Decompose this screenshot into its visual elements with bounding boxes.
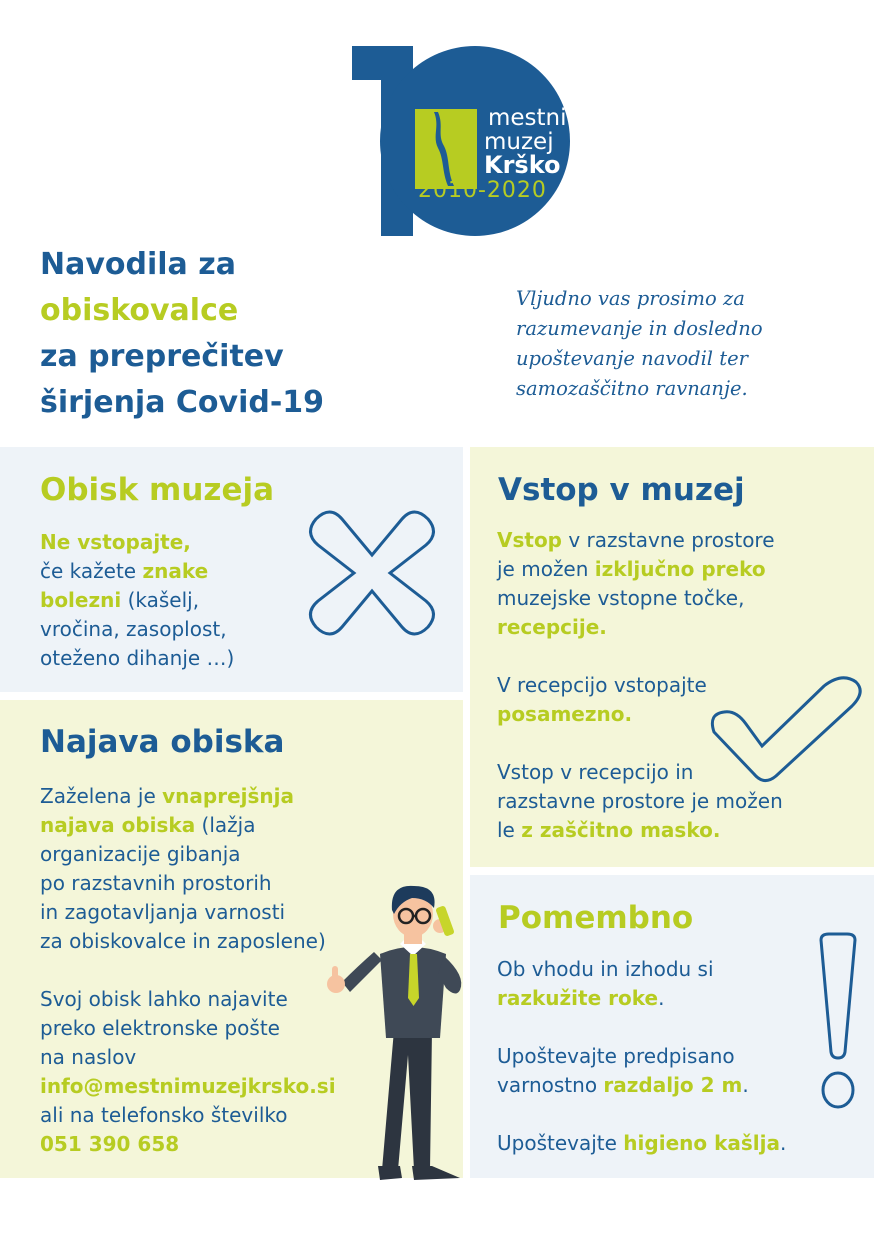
text-run: . xyxy=(779,1131,787,1155)
text-run: v razstavne prostore xyxy=(562,528,775,552)
text-run: . xyxy=(742,1073,749,1097)
text-run: (lažja xyxy=(195,813,256,837)
text-run: razdaljo 2 m xyxy=(603,1073,743,1097)
spacer xyxy=(497,642,857,671)
najava-line: ali na telefonsko številko xyxy=(40,1103,288,1127)
vstop-line: Vstop v recepcijo in xyxy=(497,760,694,784)
text-run: razkužite roke xyxy=(497,986,659,1010)
exclamation-icon xyxy=(815,930,861,1116)
text-run: je možen xyxy=(497,557,595,581)
intro-text xyxy=(516,284,846,404)
spacer xyxy=(497,1013,817,1042)
pomembno-line: Upoštevajte predpisano xyxy=(497,1044,735,1068)
text-run: varnostno xyxy=(497,1073,604,1097)
text-run: Vstop xyxy=(497,528,562,552)
obisk-line: vročina, zasoplost, xyxy=(40,617,227,641)
najava-line: organizacije gibanja xyxy=(40,842,241,866)
obisk-line: oteženo dihanje …) xyxy=(40,646,235,670)
text-run: če kažete xyxy=(40,559,143,583)
najava-line xyxy=(40,811,370,840)
logo-years: 2010-2020 xyxy=(418,178,547,203)
vstop-line: V recepcijo vstopajte xyxy=(497,673,707,697)
logo-text-muzej: muzej xyxy=(484,129,554,155)
text-run: bolezni xyxy=(40,588,122,612)
phone-number[interactable]: 051 390 658 xyxy=(40,1132,180,1156)
spacer xyxy=(40,956,370,985)
pomembno-text xyxy=(497,955,817,1158)
page-title xyxy=(40,242,440,426)
title-line-4: širjenja Covid-19 xyxy=(40,385,325,420)
vstop-line: muzejske vstopne točke, xyxy=(497,586,745,610)
pomembno-line xyxy=(497,1129,817,1158)
vstop-line: razstavne prostore je možen xyxy=(497,789,783,813)
najava-text xyxy=(40,782,370,1159)
pomembno-line xyxy=(497,1071,817,1100)
text-run: . xyxy=(658,986,665,1010)
najava-line: preko elektronske pošte xyxy=(40,1016,280,1040)
vstop-heading: Vstop v muzej xyxy=(498,472,745,508)
text-run: Zaželena je xyxy=(40,784,163,808)
museum-logo xyxy=(352,46,572,238)
vstop-line: posamezno. xyxy=(497,702,633,726)
logo-text-krsko: Krško xyxy=(484,151,561,179)
najava-line: po razstavnih prostorih xyxy=(40,871,272,895)
intro-line: Vljudno vas prosimo za xyxy=(516,287,745,310)
text-run: izključno preko xyxy=(594,557,766,581)
pomembno-line xyxy=(497,984,817,1013)
title-line-3: za preprečitev xyxy=(40,339,284,374)
intro-line: razumevanje in dosledno xyxy=(516,317,763,340)
obisk-line: Ne vstopajte, xyxy=(40,530,191,554)
spacer xyxy=(497,1100,817,1129)
obisk-heading: Obisk muzeja xyxy=(40,472,275,508)
title-line-2: obiskovalce xyxy=(40,293,239,328)
text-run: najava obiska xyxy=(40,813,196,837)
vstop-line xyxy=(497,555,857,584)
text-run: znake xyxy=(142,559,209,583)
title-line-1: Navodila za xyxy=(40,247,236,282)
najava-line xyxy=(40,782,370,811)
text-run: (kašelj, xyxy=(121,588,200,612)
text-run: Upoštevajte xyxy=(497,1131,624,1155)
x-icon xyxy=(302,503,442,647)
najava-line: za obiskovalce in zaposlene) xyxy=(40,929,326,953)
man-on-phone-illustration xyxy=(322,880,482,1194)
najava-line: na naslov xyxy=(40,1045,137,1069)
intro-line: upoštevanje navodil ter xyxy=(516,347,748,370)
obisk-text xyxy=(40,528,310,673)
text-run: le xyxy=(497,818,522,842)
pomembno-heading: Pomembno xyxy=(498,900,694,936)
text-run: z zaščitno masko. xyxy=(521,818,721,842)
vstop-line xyxy=(497,816,857,845)
najava-line: Svoj obisk lahko najavite xyxy=(40,987,288,1011)
logo-text-mestni: mestni xyxy=(488,105,567,131)
text-run: higieno kašlja xyxy=(623,1131,780,1155)
pomembno-line: Ob vhodu in izhodu si xyxy=(497,957,714,981)
checkmark-icon xyxy=(706,672,866,791)
text-run: vnaprejšnja xyxy=(162,784,295,808)
najava-line: in zagotavljanja varnosti xyxy=(40,900,286,924)
email-link[interactable]: info@mestnimuzejkrsko.si xyxy=(40,1074,336,1098)
obisk-line xyxy=(40,557,310,586)
vstop-line: recepcije. xyxy=(497,615,607,639)
vstop-line xyxy=(497,526,857,555)
intro-line: samozaščitno ravnanje. xyxy=(516,377,748,400)
najava-heading: Najava obiska xyxy=(40,724,285,760)
obisk-line xyxy=(40,586,310,615)
